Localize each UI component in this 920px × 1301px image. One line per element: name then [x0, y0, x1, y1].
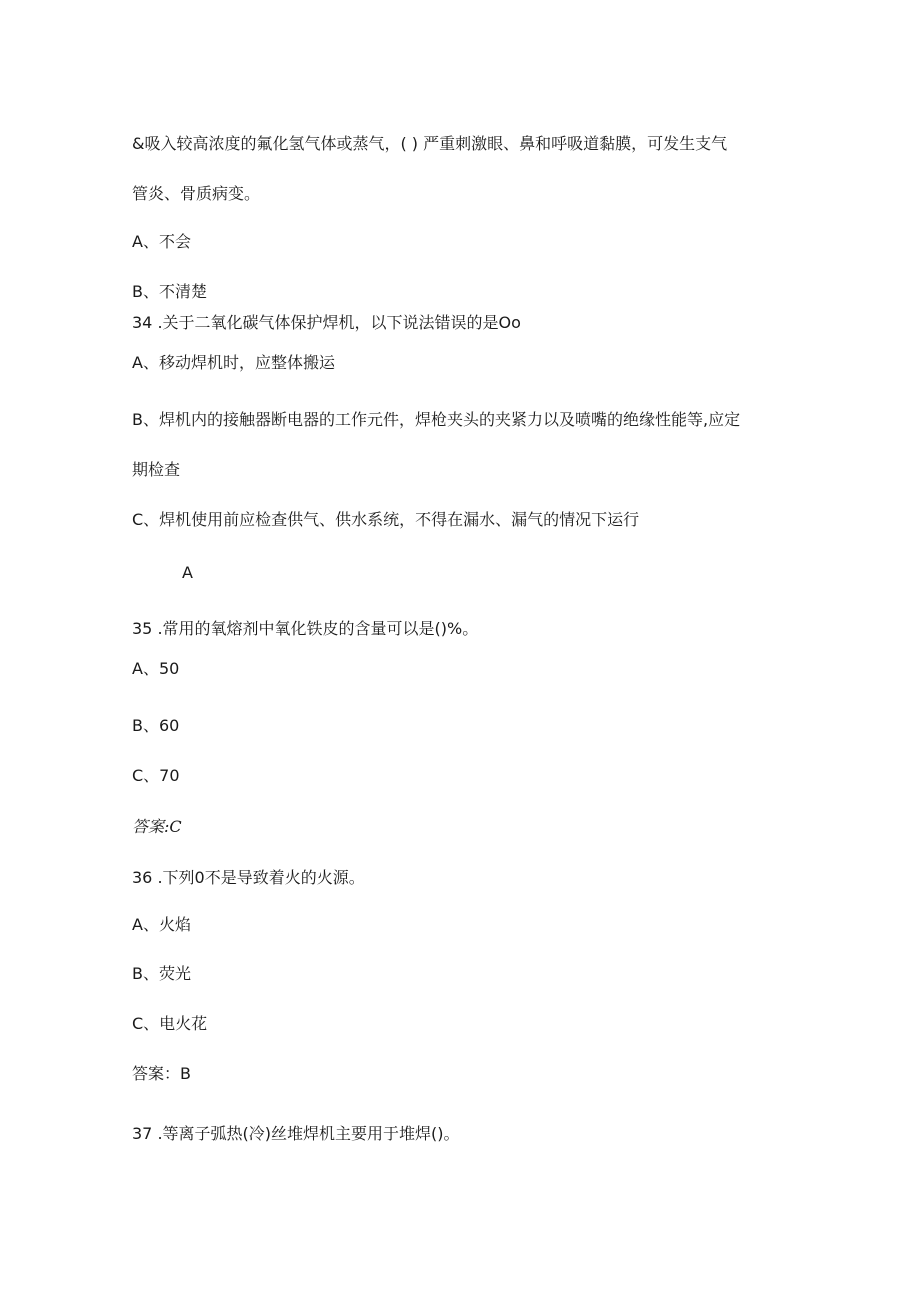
question-35-stem: 35 .常用的氧熔剂中氧化铁皮的含量可以是()%。 [132, 619, 479, 638]
question-34-stem: 34 .关于二氧化碳气体保护焊机，以下说法错误的是Oo [132, 313, 521, 332]
question-35-option-b: B、60 [132, 716, 180, 735]
question-33-option-a: A、不会 [132, 232, 191, 251]
question-34-option-b-line-2: 期检查 [132, 460, 181, 479]
question-33-stem-line-1: &吸入较高浓度的氟化氢气体或蒸气，( ) 严重刺激眼、鼻和呼吸道黏膜，可发生支气 [132, 134, 728, 153]
question-36-option-c: C、电火花 [132, 1014, 208, 1033]
question-36-option-b: B、荧光 [132, 964, 191, 983]
question-36-option-a: A、火焰 [132, 915, 191, 934]
question-35-option-a: A、50 [132, 659, 180, 678]
question-35-answer: 答案:C [132, 817, 182, 836]
question-36-stem: 36 .下列0不是导致着火的火源。 [132, 868, 365, 887]
question-34-answer: A [182, 563, 193, 582]
question-37-stem: 37 .等离子弧热(冷)丝堆焊机主要用于堆焊()。 [132, 1124, 460, 1143]
question-34-option-c: C、焊机使用前应检查供气、供水系统，不得在漏水、漏气的情况下运行 [132, 510, 640, 529]
question-35-option-c: C、70 [132, 766, 180, 785]
question-36-answer: 答案：B [132, 1064, 191, 1083]
question-34-option-b-line-1: B、焊机内的接触器断电器的工作元件，焊枪夹头的夹紧力以及喷嘴的绝缘性能等,应定 [132, 410, 741, 429]
question-33-option-b: B、不清楚 [132, 282, 207, 301]
question-34-option-a: A、移动焊机时，应整体搬运 [132, 353, 335, 372]
question-33-stem-line-2: 管炎、骨质病变。 [132, 184, 261, 203]
